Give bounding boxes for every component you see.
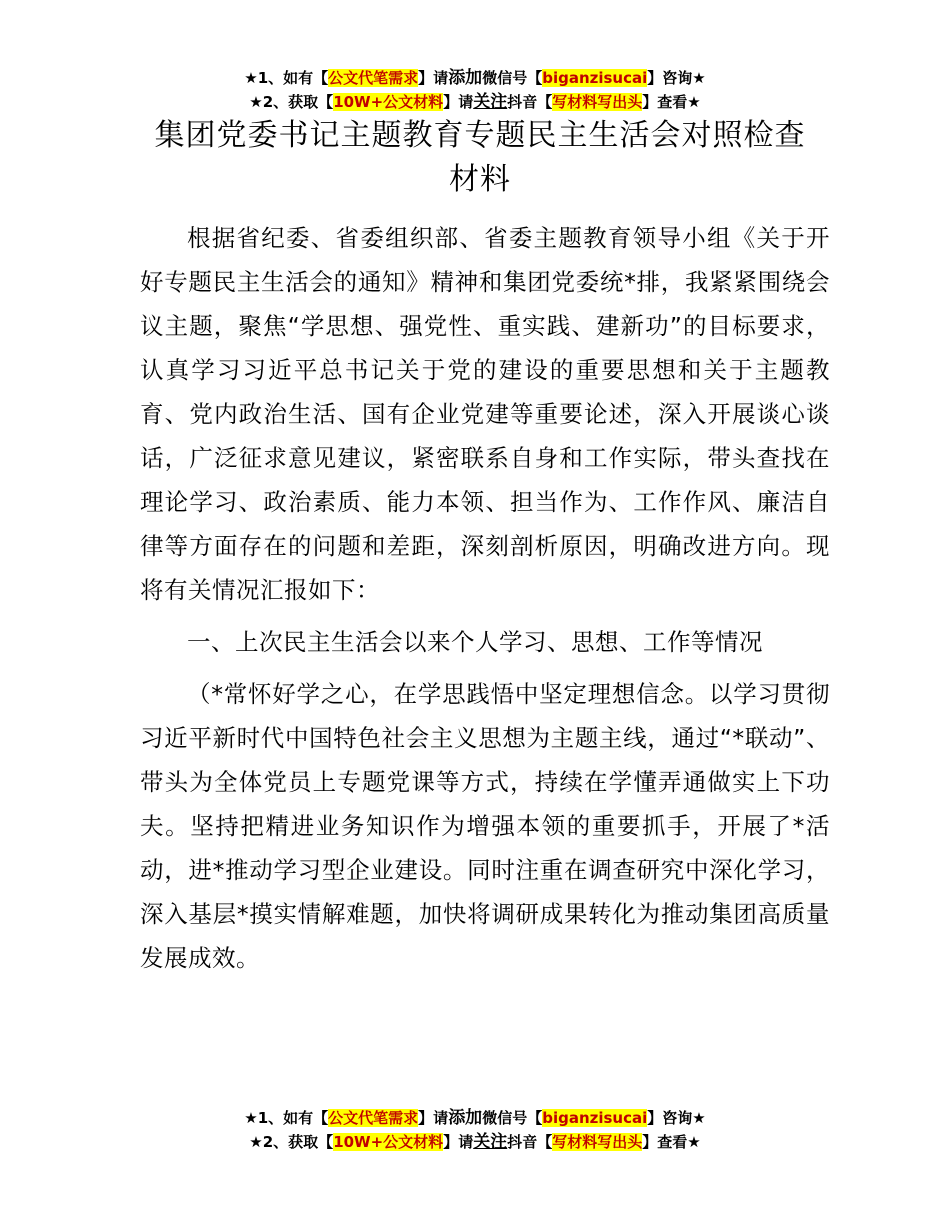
highlight-materials: 10W+公文材料	[333, 1133, 444, 1151]
banner-text-follow: 关注	[473, 1132, 508, 1152]
highlight-wechat-id: biganzisucai	[542, 1109, 648, 1127]
banner-line-1	[0, 66, 950, 90]
highlight-service: 公文代笔需求	[328, 69, 419, 87]
banner-line-1	[0, 1106, 950, 1130]
banner-text: 】请	[418, 1109, 449, 1127]
banner-text: 】咨询★	[647, 1109, 706, 1127]
banner-line-2	[0, 90, 950, 114]
banner-text: ★1、如有【	[244, 1109, 329, 1127]
banner-text: 】查看★	[642, 93, 701, 111]
highlight-douyin: 写材料写出头	[552, 1133, 643, 1151]
banner-text-follow: 关注	[473, 92, 508, 112]
banner-text: 】请	[418, 69, 449, 87]
banner-text: 】请	[443, 93, 474, 111]
section-heading-1: 一、上次民主生活会以来个人学习、思想、工作等情况	[187, 628, 763, 656]
paragraph-study: （*常怀好学之心，在学思践悟中坚定理想信念。以学习贯彻习近平新时代中国特色社会主义思想为主题主线，通过“*联动”、带头为全体党员上专题党课等方式，持续在学懂弄通做实上下功夫。坚持把精进业务知识作为增强本领的重要抓手，开展了*活动，进*推动学习型企业建设。同时注重在调查研究中深化学习，深入基层*摸实情解难题，加快将调研成果转化为推动集团高质量发展成效。	[140, 680, 830, 972]
highlight-service: 公文代笔需求	[328, 1109, 419, 1127]
banner-text: 抖音【	[507, 1133, 553, 1151]
banner-text: 】咨询★	[647, 69, 706, 87]
banner-text: 微信号【	[482, 1109, 543, 1127]
highlight-materials: 10W+公文材料	[333, 93, 444, 111]
highlight-douyin: 写材料写出头	[552, 93, 643, 111]
banner-text: ★2、获取【	[249, 93, 334, 111]
document-body	[140, 216, 830, 980]
banner-line-2	[0, 1130, 950, 1154]
top-banner	[0, 66, 950, 114]
banner-text-add: 添加	[448, 68, 483, 88]
banner-text: ★2、获取【	[249, 1133, 334, 1151]
banner-text: 微信号【	[482, 69, 543, 87]
banner-text-add: 添加	[448, 1108, 483, 1128]
banner-text: 】查看★	[642, 1133, 701, 1151]
bottom-banner	[0, 1106, 950, 1154]
banner-text: 抖音【	[507, 93, 553, 111]
banner-text: ★1、如有【	[244, 69, 329, 87]
banner-text: 】请	[443, 1133, 474, 1151]
highlight-wechat-id: biganzisucai	[542, 69, 648, 87]
document-title: 集团党委书记主题教育专题民主生活会对照检查材料	[154, 118, 806, 197]
paragraph-intro: 根据省纪委、省委组织部、省委主题教育领导小组《关于开好专题民主生活会的通知》精神和集团党委统*排，我紧紧围绕会议主题，聚焦“学思想、强党性、重实践、建新功”的目标要求，认真学习习近平总书记关于党的建设的重要思想和关于主题教育、党内政治生活、国有企业党建等重要论述，深入开展谈心谈话，广泛征求意见建议，紧密联系自身和工作实际，带头查找在理论学习、政治素质、能力本领、担当作为、工作作风、廉洁自律等方面存在的问题和差距，深刻剖析原因，明确改进方向。现将有关情况汇报如下：	[140, 224, 830, 604]
